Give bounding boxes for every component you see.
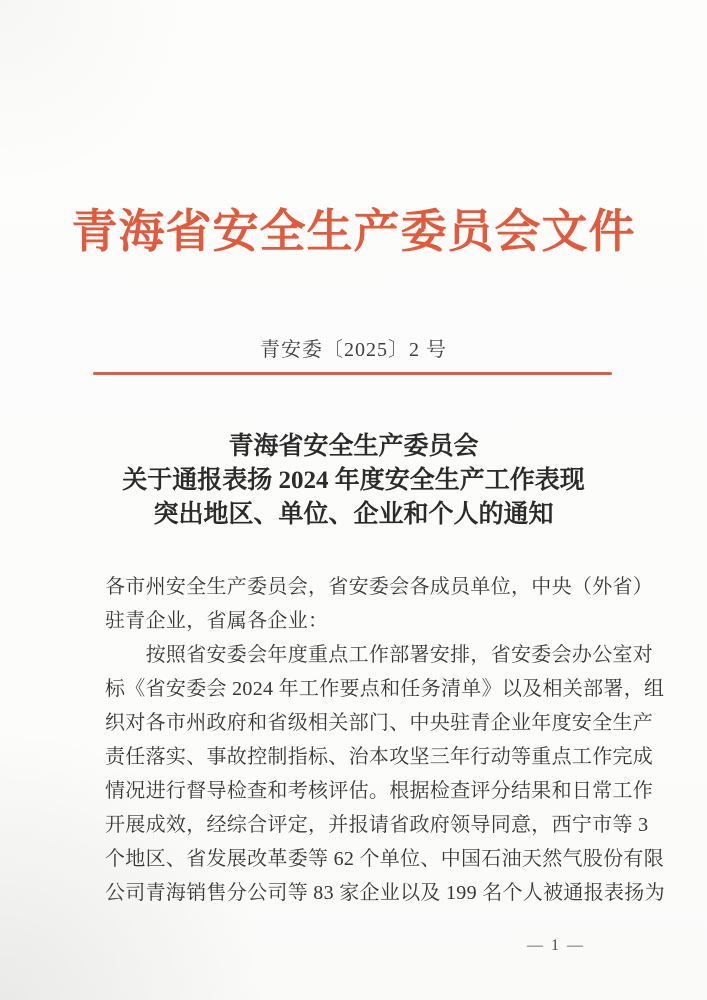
body-line: 驻青企业，省属各企业： <box>105 610 329 632</box>
body-line: 标《省安委会 2024 年工作要点和任务清单》以及相关部署，组 <box>105 678 665 700</box>
document-title <box>0 430 707 532</box>
body-line: 个地区、省发展改革委等 62 个单位、中国石油天然气股份有限 <box>105 848 664 870</box>
red-header-title: 青海省安全生产委员会文件 <box>71 206 636 257</box>
title-line: 关于通报表扬 2024 年度安全生产工作表现 <box>122 467 585 494</box>
body-line: 织对各市州政府和省级相关部门、中央驻青企业年度安全生产 <box>105 712 654 734</box>
body-line: 开展成效，经综合评定，并报请省政府领导同意，西宁市等 3 <box>105 814 649 836</box>
page-number: — 1 — <box>527 937 585 954</box>
red-divider <box>93 372 612 375</box>
title-line: 突出地区、单位、企业和个人的通知 <box>153 501 554 528</box>
body-line: 各市州安全生产委员会，省安委会各成员单位，中央（外省） <box>105 576 654 598</box>
title-line: 青海省安全生产委员会 <box>228 433 479 460</box>
body-text <box>105 570 665 910</box>
body-line: 按照省安委会年度重点工作部署安排，省安委会办公室对 <box>105 644 654 666</box>
document-number: 青安委〔2025〕2 号 <box>260 339 447 361</box>
body-line: 责任落实、事故控制指标、治本攻坚三年行动等重点工作完成 <box>105 746 654 768</box>
body-line: 公司青海销售分公司等 83 家企业以及 199 名个人被通报表扬为 <box>105 882 665 904</box>
body-line: 情况进行督导检查和考核评估。根据检查评分结果和日常工作 <box>105 780 654 802</box>
